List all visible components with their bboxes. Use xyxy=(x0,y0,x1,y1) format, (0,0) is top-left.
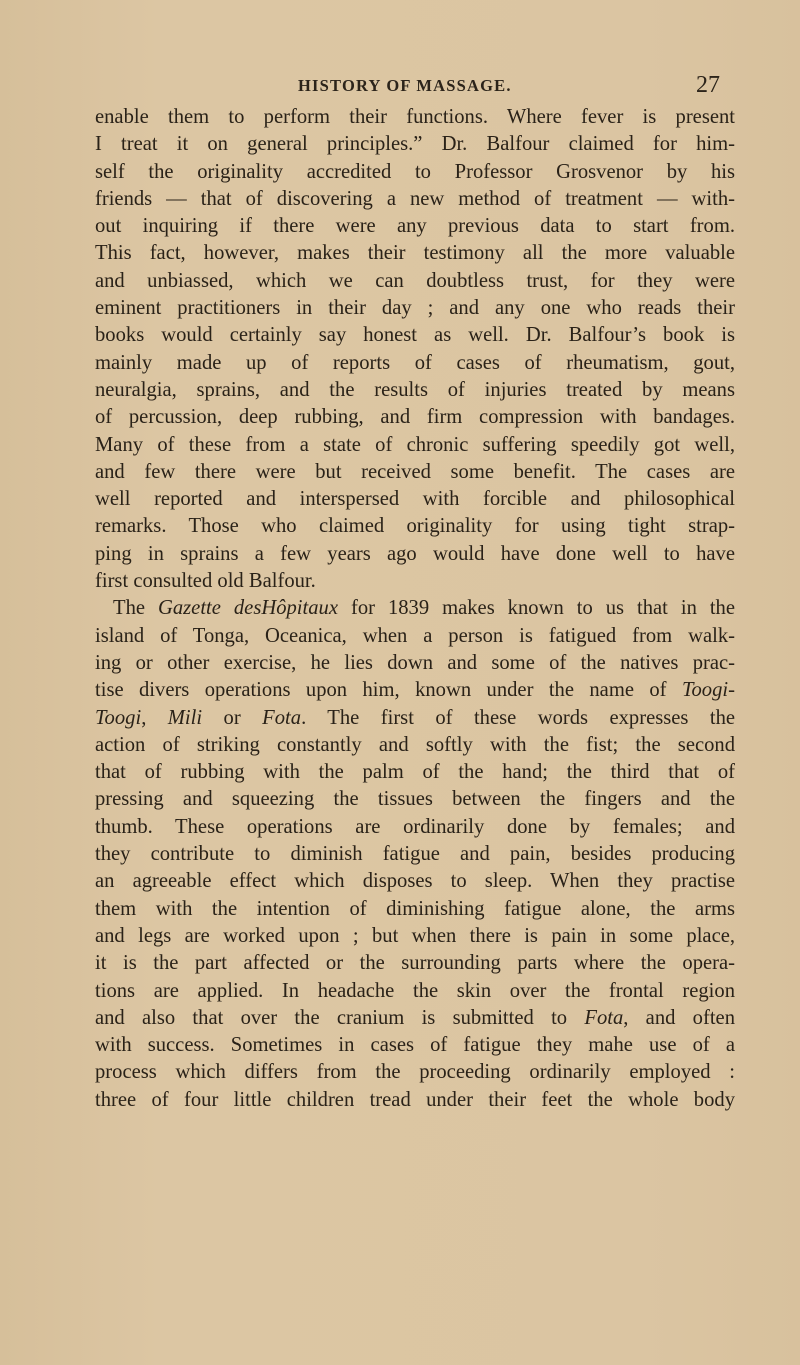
text-run: tise divers operations upon him, known under the name of xyxy=(95,679,682,702)
text-line xyxy=(95,595,735,622)
body-text xyxy=(95,104,735,1114)
text-run: and also that over the cranium is submitted to xyxy=(95,1006,585,1029)
text-line: I treat it on general principles.” Dr. Balfour claimed for him- xyxy=(95,133,735,156)
text-line: thumb. These operations are ordinarily done by females; and xyxy=(95,815,735,838)
text-line: they contribute to diminish fatigue and pain, besides producing xyxy=(95,843,735,866)
text-line: first consulted old Balfour. xyxy=(95,570,316,593)
running-title: HISTORY OF MASSAGE. xyxy=(298,76,512,95)
text-line xyxy=(95,677,735,704)
text-run: . The first of these words expresses the xyxy=(301,706,736,729)
text-line: books would certainly say honest as well. Dr. Balfour’s book is xyxy=(95,324,735,347)
text-line: action of striking constantly and softly with the fist; the second xyxy=(95,733,735,756)
italic-term: Fota xyxy=(584,1006,624,1029)
text-line: neuralgia, sprains, and the results of injuries treated by means xyxy=(95,378,735,401)
text-line: mainly made up of reports of cases of rheumatism, gout, xyxy=(95,351,735,374)
running-head xyxy=(0,72,800,100)
text-line: pressing and squeezing the tissues between the fingers and the xyxy=(95,788,735,811)
text-run: , xyxy=(141,706,168,729)
text-run: or xyxy=(202,706,263,729)
text-line: self the originality accredited to Professor Grosvenor by his xyxy=(95,160,735,183)
italic-term: Mili xyxy=(167,706,203,729)
text-line xyxy=(95,705,735,732)
text-run: The xyxy=(113,597,158,620)
italic-term: Toogi- xyxy=(681,679,735,702)
text-line: tions are applied. In headache the skin over the frontal region xyxy=(95,979,735,1002)
text-line: of percussion, deep rubbing, and firm compression with bandages. xyxy=(95,406,735,429)
text-line: and few there were but received some benefit. The cases are xyxy=(95,460,735,483)
text-line: This fact, however, makes their testimony all the more valuable xyxy=(95,242,735,265)
periodical-title: Gazette desHôpitaux xyxy=(158,597,338,620)
text-line: ing or other exercise, he lies down and some of the natives prac- xyxy=(95,651,735,674)
text-line xyxy=(95,1005,735,1032)
text-line: enable them to perform their functions. Where fever is present xyxy=(95,106,735,128)
italic-term: Fota xyxy=(262,706,302,729)
text-line: ping in sprains a few years ago would have done well to have xyxy=(95,542,735,565)
text-line: three of four little children tread under their feet the whole body xyxy=(95,1088,735,1111)
text-line: Many of these from a state of chronic suffering speedily got well, xyxy=(95,433,735,456)
page-number: 27 xyxy=(696,72,720,98)
text-line: them with the intention of diminishing fatigue alone, the arms xyxy=(95,897,735,920)
text-line: out inquiring if there were any previous data to start from. xyxy=(95,215,735,238)
text-line: and unbiassed, which we can doubtless trust, for they were xyxy=(95,269,735,292)
text-line: process which differs from the proceeding ordinarily employed : xyxy=(95,1061,735,1084)
text-line: eminent practitioners in their day ; and any one who reads their xyxy=(95,297,735,320)
text-line: an agreeable effect which disposes to sleep. When they practise xyxy=(95,870,735,893)
text-line: it is the part affected or the surrounding parts where the opera- xyxy=(95,952,735,975)
text-line: and legs are worked upon ; but when there is pain in some place, xyxy=(95,924,735,947)
text-line: well reported and interspersed with forcible and philosophical xyxy=(95,488,735,511)
text-line: remarks. Those who claimed originality for using tight strap- xyxy=(95,515,735,538)
italic-term: Toogi xyxy=(95,706,142,729)
text-line: friends — that of discovering a new method of treatment — with- xyxy=(95,187,735,210)
text-line: that of rubbing with the palm of the hand; the third that of xyxy=(95,761,735,784)
text-run: , and often xyxy=(623,1006,735,1029)
text-line: island of Tonga, Oceanica, when a person is fatigued from walk- xyxy=(95,624,735,647)
text-run: for 1839 makes known to us that in the xyxy=(337,597,735,620)
text-line: with success. Sometimes in cases of fatigue they mahe use of a xyxy=(95,1034,735,1057)
